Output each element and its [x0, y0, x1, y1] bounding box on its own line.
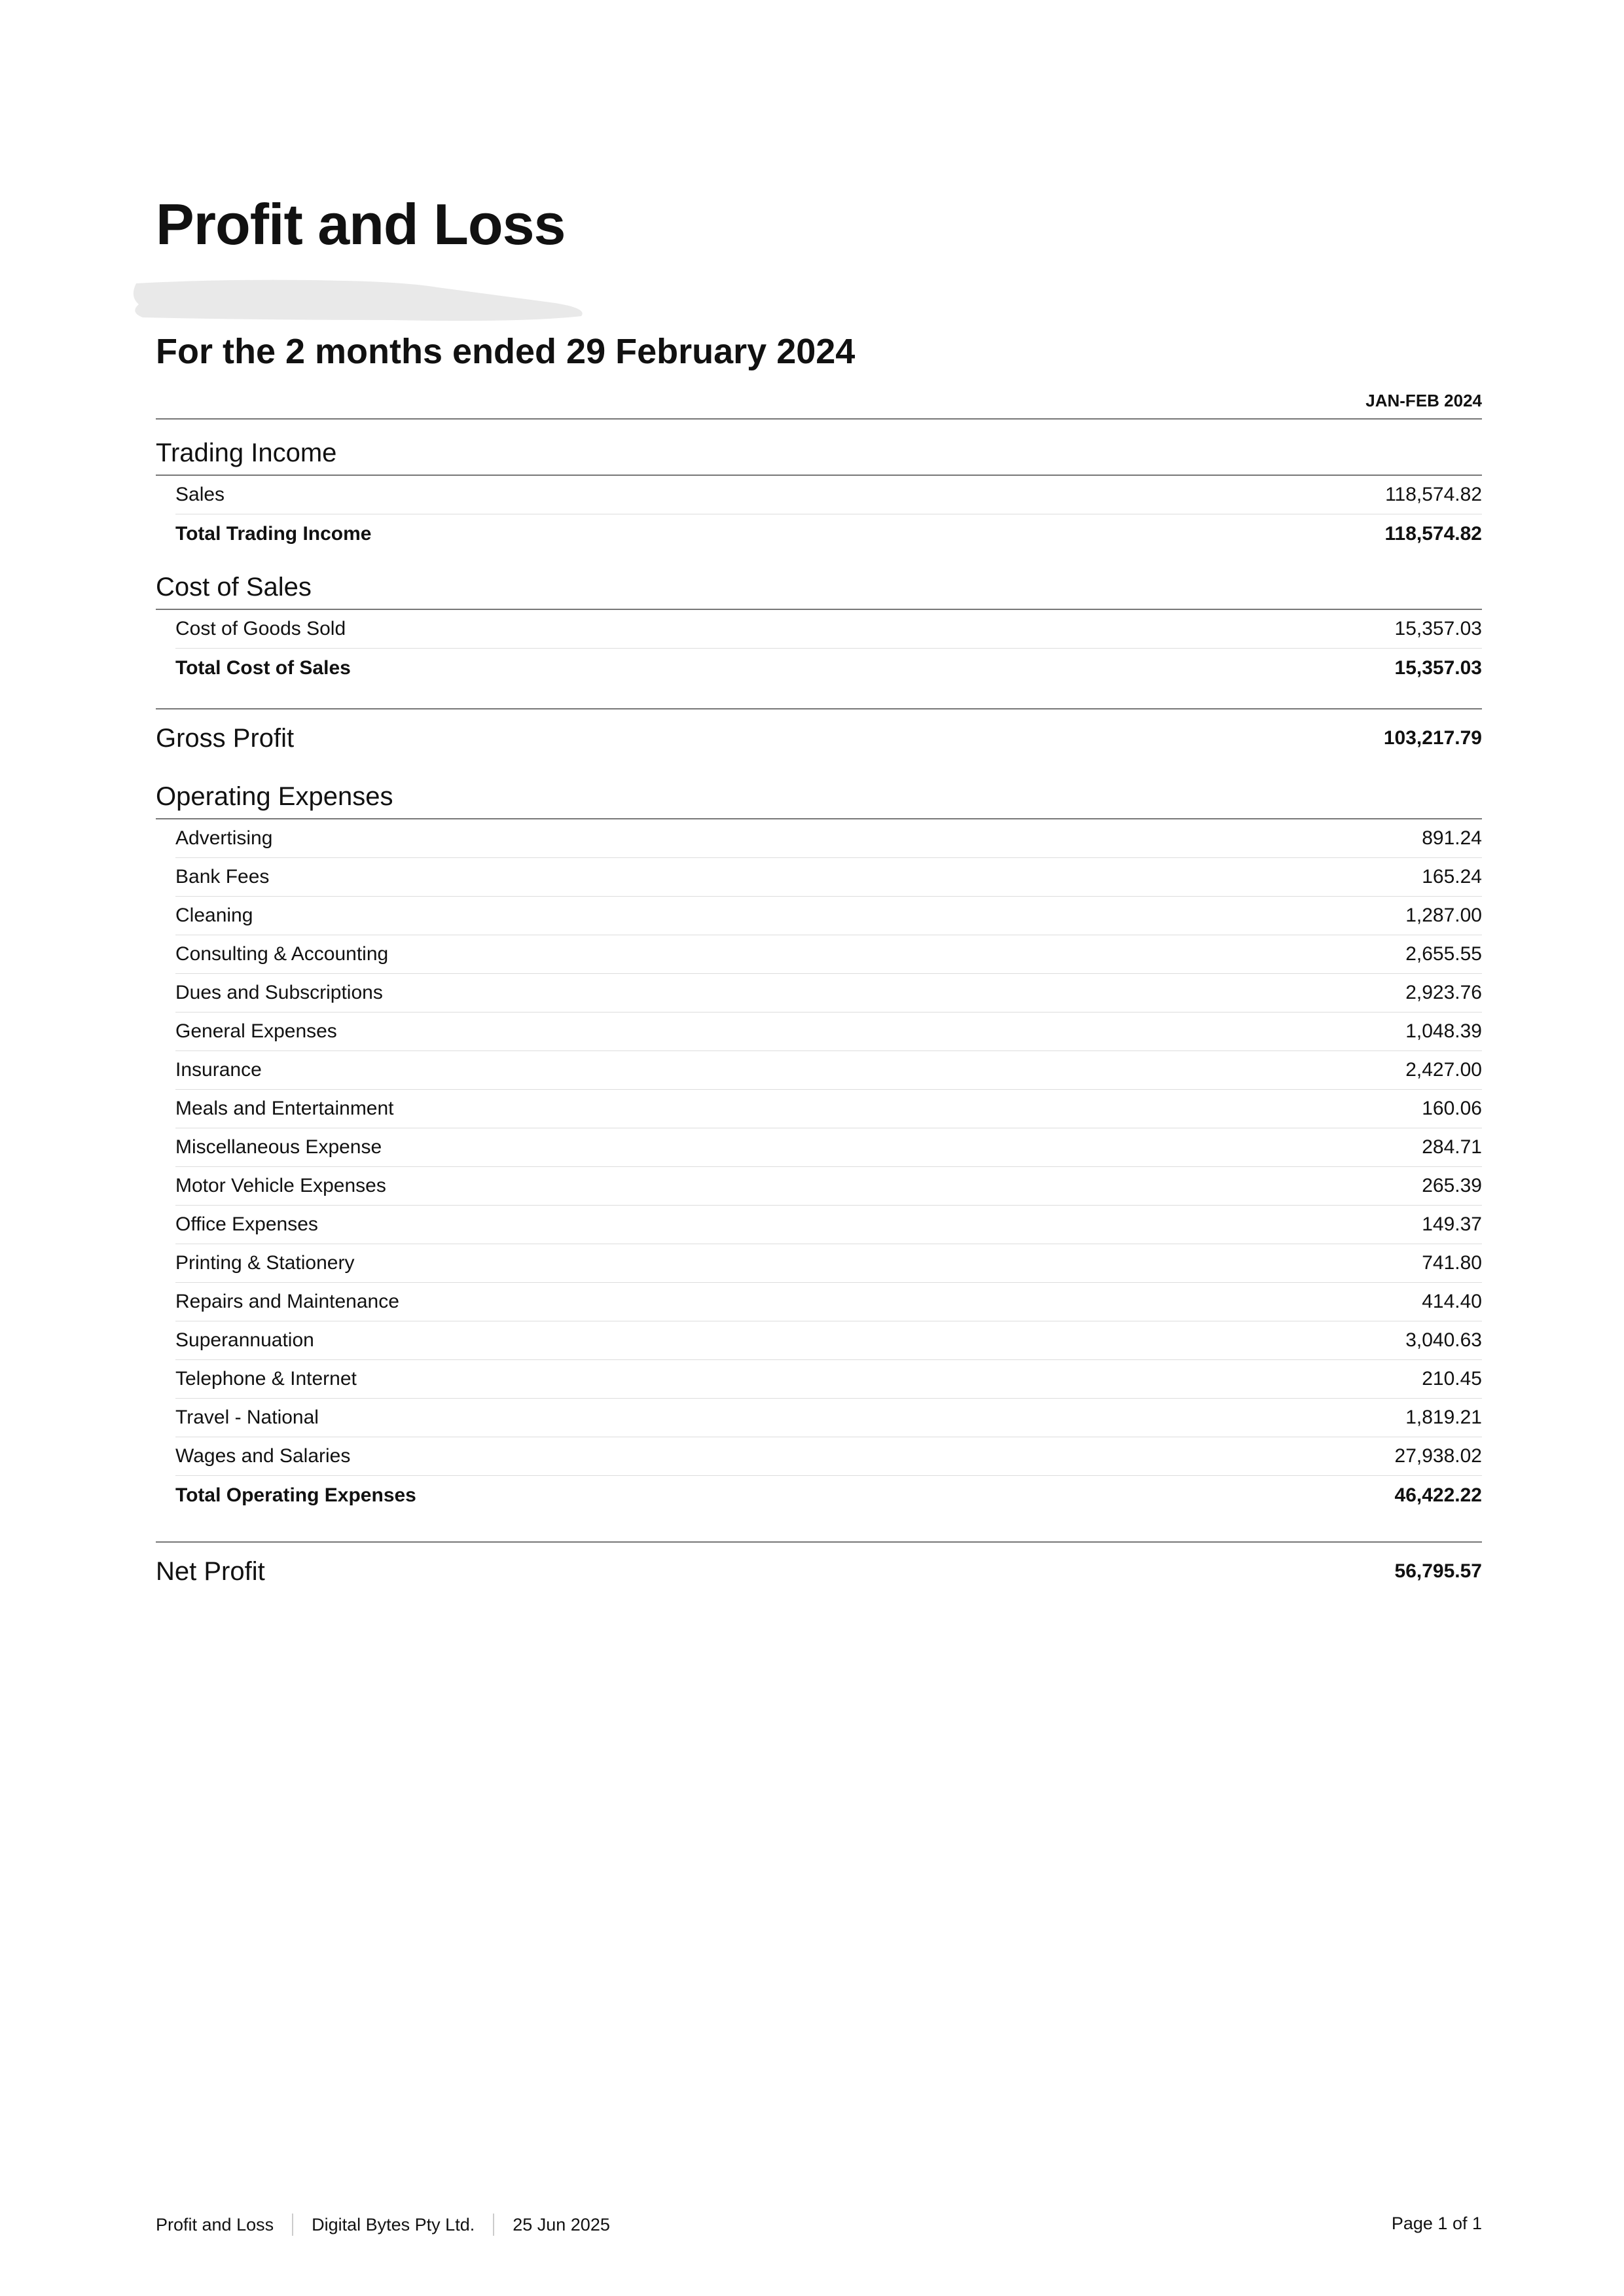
line-item-label: Repairs and Maintenance: [175, 1291, 399, 1312]
column-header: JAN-FEB 2024: [1365, 391, 1482, 410]
total-row: [175, 649, 1482, 687]
redacted-area: [130, 278, 601, 324]
total-label: Total Trading Income: [175, 522, 372, 545]
line-item-label: Wages and Salaries: [175, 1445, 351, 1467]
line-item-amount: 160.06: [1422, 1098, 1482, 1119]
line-item: [175, 1244, 1482, 1283]
page-footer: [156, 2214, 1482, 2236]
line-item-label: Meals and Entertainment: [175, 1098, 394, 1119]
line-item: [175, 1090, 1482, 1128]
line-item: [175, 1051, 1482, 1090]
line-item-amount: 1,048.39: [1405, 1020, 1482, 1042]
line-item-label: Advertising: [175, 827, 273, 849]
line-item-label: Dues and Subscriptions: [175, 982, 383, 1003]
line-item-amount: 118,574.82: [1385, 484, 1482, 505]
line-item-label: Consulting & Accounting: [175, 943, 389, 965]
line-item-label: Miscellaneous Expense: [175, 1136, 382, 1158]
section-title: Operating Expenses: [156, 783, 1482, 819]
total-label: Total Operating Expenses: [175, 1484, 416, 1506]
report-title: Profit and Loss: [156, 192, 566, 257]
line-item-amount: 1,287.00: [1405, 905, 1482, 926]
line-item: [175, 858, 1482, 897]
line-item-label: Superannuation: [175, 1329, 314, 1351]
total-row: [175, 1476, 1482, 1515]
line-item-label: Telephone & Internet: [175, 1368, 357, 1390]
page-number: Page 1 of 1: [1391, 2214, 1482, 2233]
total-row: [175, 514, 1482, 553]
line-item-amount: 1,819.21: [1405, 1407, 1482, 1428]
line-item: [175, 935, 1482, 974]
line-item-amount: 3,040.63: [1405, 1329, 1482, 1351]
footer-info: [156, 2214, 610, 2236]
line-item-label: Travel - National: [175, 1407, 319, 1428]
section-title: Cost of Sales: [156, 574, 1482, 610]
line-item: [175, 1167, 1482, 1206]
line-item: [175, 974, 1482, 1013]
line-item: [175, 610, 1482, 649]
gross-profit-row: [156, 708, 1482, 767]
line-item-label: Cost of Goods Sold: [175, 618, 346, 639]
trading-income-section: [156, 440, 1482, 553]
footer-divider: [292, 2214, 293, 2236]
operating-expenses-section: [156, 783, 1482, 1515]
section-title: Trading Income: [156, 440, 1482, 476]
line-item-amount: 741.80: [1422, 1252, 1482, 1274]
total-label: Total Cost of Sales: [175, 656, 351, 679]
line-item-label: Sales: [175, 484, 225, 505]
line-item-amount: 2,655.55: [1405, 943, 1482, 965]
total-amount: 118,574.82: [1384, 522, 1482, 545]
line-item-label: Printing & Stationery: [175, 1252, 355, 1274]
line-item-amount: 414.40: [1422, 1291, 1482, 1312]
report-period: For the 2 months ended 29 February 2024: [156, 332, 856, 371]
line-item: [175, 897, 1482, 935]
total-amount: 46,422.22: [1394, 1484, 1482, 1506]
line-item-amount: 210.45: [1422, 1368, 1482, 1390]
line-item-label: Office Expenses: [175, 1213, 318, 1235]
footer-divider: [493, 2214, 494, 2236]
gross-profit-label: Gross Profit: [156, 723, 295, 753]
line-item-amount: 165.24: [1422, 866, 1482, 888]
cost-of-sales-section: [156, 574, 1482, 687]
line-item: [175, 1283, 1482, 1321]
line-item: [175, 1399, 1482, 1437]
line-item-amount: 265.39: [1422, 1175, 1482, 1196]
line-item-label: Cleaning: [175, 905, 253, 926]
line-item: [175, 1360, 1482, 1399]
line-item-amount: 891.24: [1422, 827, 1482, 849]
net-profit-row: [156, 1541, 1482, 1600]
line-item-amount: 284.71: [1422, 1136, 1482, 1158]
header-divider: [156, 418, 1482, 420]
line-item-amount: 27,938.02: [1394, 1445, 1482, 1467]
footer-date: 25 Jun 2025: [513, 2214, 610, 2234]
line-item: [175, 1206, 1482, 1244]
line-item: [175, 476, 1482, 514]
gross-profit-amount: 103,217.79: [1383, 727, 1482, 749]
line-item-amount: 2,427.00: [1405, 1059, 1482, 1081]
report-page: [156, 0, 1482, 2296]
line-item: [175, 1013, 1482, 1051]
footer-company: Digital Bytes Pty Ltd.: [312, 2214, 475, 2234]
footer-report-name: Profit and Loss: [156, 2214, 274, 2234]
line-item: [175, 1128, 1482, 1167]
line-item-label: Bank Fees: [175, 866, 270, 888]
total-amount: 15,357.03: [1394, 656, 1482, 679]
line-item: [175, 1321, 1482, 1360]
line-item-label: Motor Vehicle Expenses: [175, 1175, 386, 1196]
line-item: [175, 819, 1482, 858]
net-profit-amount: 56,795.57: [1394, 1560, 1482, 1582]
line-item-label: General Expenses: [175, 1020, 337, 1042]
line-item-label: Insurance: [175, 1059, 262, 1081]
line-item-amount: 149.37: [1422, 1213, 1482, 1235]
line-item-amount: 15,357.03: [1394, 618, 1482, 639]
line-item: [175, 1437, 1482, 1476]
net-profit-label: Net Profit: [156, 1556, 265, 1586]
line-item-amount: 2,923.76: [1405, 982, 1482, 1003]
